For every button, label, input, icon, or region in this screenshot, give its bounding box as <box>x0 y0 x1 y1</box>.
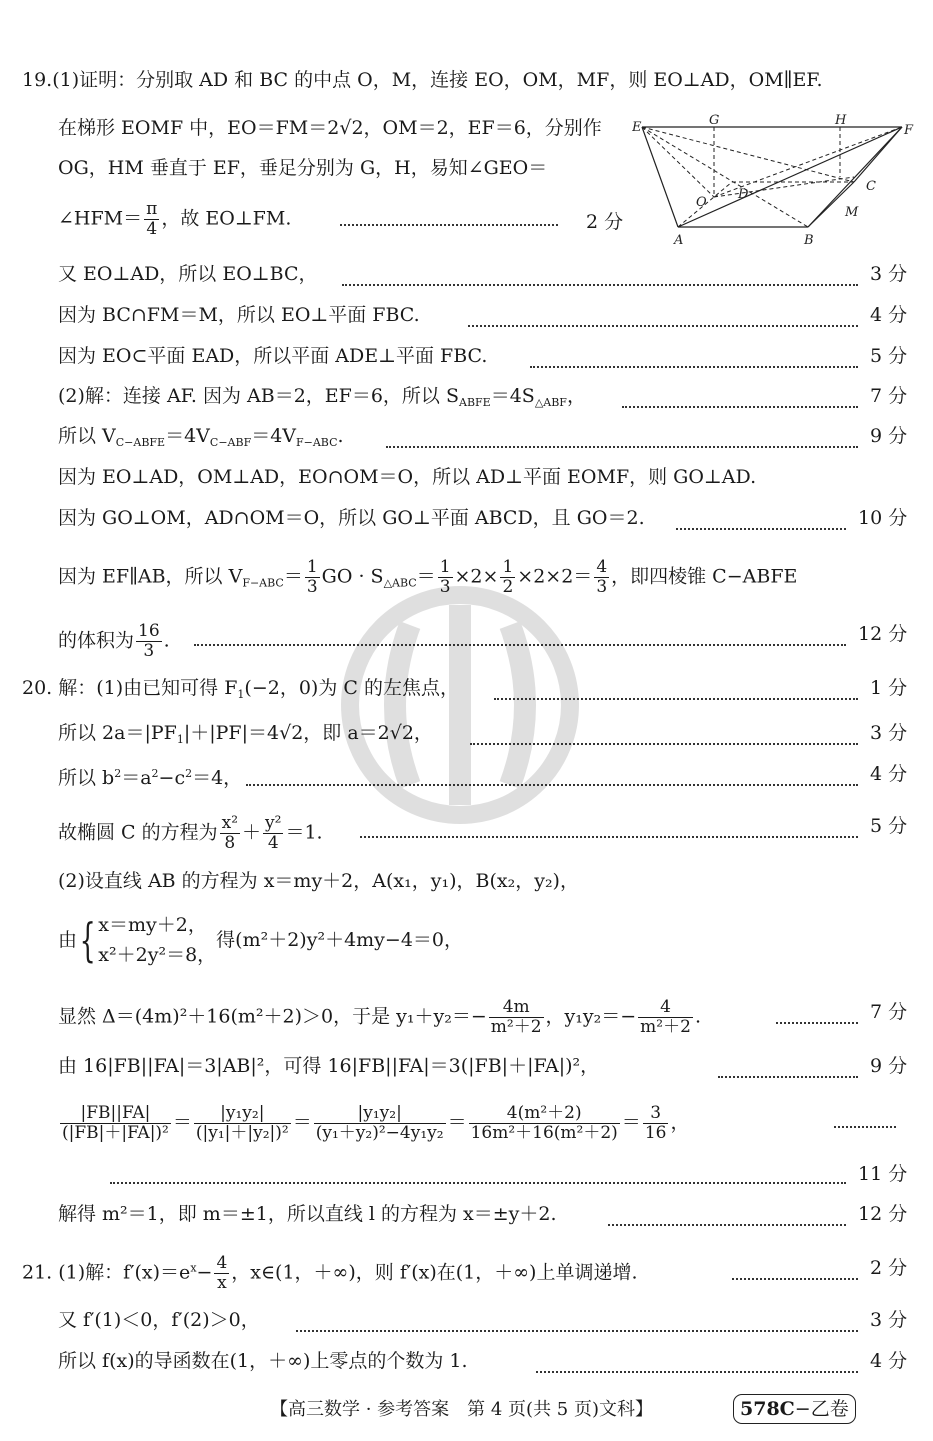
score-label: 2 分 <box>586 211 624 233</box>
p19-line-8: (2)解：连接 AF. 因为 AB＝2，EF＝6，所以 $S_{ABFE}=4S_{\triangle ABF}$， <box>58 385 586 409</box>
score-label: 4 分 <box>870 1350 908 1372</box>
dot-leader <box>470 743 858 745</box>
dot-leader <box>468 325 858 327</box>
dot-leader <box>776 1022 858 1024</box>
label-b: B <box>804 233 814 248</box>
score-label: 9 分 <box>870 1055 908 1077</box>
score-label: 4 分 <box>870 763 908 785</box>
dot-leader <box>718 1076 858 1078</box>
score-label: 3 分 <box>870 1309 908 1331</box>
p19-line-2: 在梯形 EOMF 中，EO＝FM＝2√2，OM＝2，EF＝6，分别作 <box>58 117 602 139</box>
score-label: 5 分 <box>870 345 908 367</box>
label-d: D <box>738 187 749 202</box>
page-footer: 【高三数学 · 参考答案 第 4 页(共 5 页)文科】 <box>270 1399 653 1420</box>
p21-line-2: 又 f′(1)＜0，f′(2)＞0， <box>58 1309 260 1331</box>
dot-leader <box>342 284 858 286</box>
dot-leader <box>110 1182 846 1184</box>
p19-line-3: OG，HM 垂直于 EF，垂足分别为 G，H，易知∠GEO＝ <box>58 157 548 179</box>
score-label: 11 分 <box>858 1163 908 1185</box>
p20-line-7: 显然 Δ＝(4m)²＋16(m²＋2)＞0，于是 y₁＋y₂＝− $\frac{4m}{\text{m²＋2}}$ ，y₁y₂＝− $\frac{4}{\text{m²＋2}}$ . <box>58 997 701 1037</box>
fraction: $\frac{\pi}{4}$ <box>146 199 158 239</box>
label-h: H <box>835 113 847 128</box>
dot-leader <box>676 528 846 530</box>
p19-line-13: 的体积为 $\frac{16}{3}$ . <box>58 621 170 661</box>
trapezoid-pyramid-figure <box>632 112 914 252</box>
score-label: 9 分 <box>870 425 908 447</box>
dot-leader <box>494 698 858 700</box>
dot-leader <box>622 406 858 408</box>
p20-line-1: 20. 解：(1)由已知可得 $F_1(-2$，0)为 C 的左焦点， <box>22 677 459 701</box>
p19-line-9: 所以 $V_{C-ABFE}=4V_{C-ABF}=4V_{F-ABC}$. <box>58 425 344 449</box>
dot-leader <box>296 1330 858 1332</box>
dot-leader <box>530 366 858 368</box>
p20-line-3: 所以 $b^2=a^2-c^2=4$， <box>58 767 243 789</box>
p20-line-2: 所以 $2a=|PF_1|+|PF|=4√2$，即 a＝2√2， <box>58 722 433 746</box>
p20-line-4: 故椭圆 C 的方程为 $\frac{\text{x²}}{8}$ ＋ $\frac{\text{y²}}{4}$ ＝1. <box>58 813 323 853</box>
dot-leader <box>732 1278 858 1280</box>
p19-line-4: ∠HFM＝ $\frac{\pi}{4}$ ，故 EO⊥FM. <box>58 199 292 239</box>
paper-variant: −乙卷 <box>794 1398 849 1420</box>
p20-line-8: 由 16|FB||FA|＝3|AB|²，可得 16|FB||FA|＝3(|FB|＋|FA|)²， <box>58 1055 600 1077</box>
score-label: 5 分 <box>870 815 908 837</box>
score-label: 3 分 <box>870 263 908 285</box>
dot-leader <box>386 446 858 448</box>
score-label: 12 分 <box>858 1203 908 1225</box>
dot-leader <box>340 224 558 226</box>
dot-leader <box>246 784 858 786</box>
p19-line-11: 因为 GO⊥OM，AD∩OM＝O，所以 GO⊥平面 ABCD，且 GO＝2. <box>58 507 645 529</box>
dot-leader <box>194 644 846 646</box>
score-label: 4 分 <box>870 304 908 326</box>
score-label: 3 分 <box>870 722 908 744</box>
label-e: E <box>632 120 642 135</box>
p20-line-10: 解得 m²＝1，即 m＝±1，所以直线 l 的方程为 x＝±y＋2. <box>58 1203 557 1225</box>
score-label: 2 分 <box>870 1257 908 1279</box>
paper-code-badge <box>733 1394 856 1424</box>
score-label: 1 分 <box>870 677 908 699</box>
p20-line-9: $\frac{|FB||FA|}{\text{(|FB|＋|FA|)²}}$ ＝ $\frac{\text{|y₁y₂|}}{\text{(|y₁|＋|y₂|)²}}$ ＝ $\frac{\text{|y₁y₂|}}{\text{(y₁＋y₂)²−4y₁y₂}}$ ＝ $\frac{\text{4(m²＋2)}}{\text{16m²＋16(m²＋2)}}$ ＝ $\frac{3}{16}$ ， <box>62 1103 690 1143</box>
score-label: 7 分 <box>870 385 908 407</box>
label-c: C <box>866 179 876 194</box>
p20-line-6: 由{ x＝my＋2， x²＋2y²＝8， 得(m²＋2)y²＋4my−4＝0， <box>58 913 464 967</box>
label-f: F <box>904 123 914 138</box>
p19-line-1: 19.(1)证明：分别取 AD 和 BC 的中点 O，M，连接 EO，OM，MF，则 EO⊥AD，OM∥EF. <box>22 69 823 91</box>
score-label: 10 分 <box>858 507 908 529</box>
p21-line-3: 所以 f(x)的导函数在(1，＋∞)上零点的个数为 1. <box>58 1350 468 1372</box>
dot-leader <box>834 1126 896 1128</box>
paper-code: 578C <box>740 1398 795 1420</box>
p19-line-12: 因为 EF∥AB，所以 $V_{F-ABC}=$ $\frac{1}{3}$ GO · $S_{\triangle ABC}=$ $\frac{1}{3}$ ×2× $\frac{1}{2}$ ×2×2＝ $\frac{4}{3}$ ，即四棱锥 C−ABFE <box>58 557 798 597</box>
label-g: G <box>709 113 720 128</box>
dot-leader <box>360 836 858 838</box>
score-label: 7 分 <box>870 1001 908 1023</box>
p19-line-6: 因为 BC∩FM＝M，所以 EO⊥平面 FBC. <box>58 304 420 326</box>
p21-line-1: 21. (1)解：$f'(x)=e^x-$ $\frac{4}{x}$ ，x∈(1，＋∞)，则 f′(x)在(1，＋∞)上单调递增. <box>22 1253 638 1293</box>
score-label: 12 分 <box>858 623 908 645</box>
label-m: M <box>845 205 859 220</box>
label-o: O <box>696 195 707 210</box>
p20-line-5: (2)设直线 AB 的方程为 x＝my＋2，A(x₁，y₁)，B(x₂，y₂)， <box>58 870 579 892</box>
dot-leader <box>608 1224 846 1226</box>
label-a: A <box>674 233 684 248</box>
p19-line-10: 因为 EO⊥AD，OM⊥AD，EO∩OM＝O，所以 AD⊥平面 EOMF，则 GO⊥AD. <box>58 466 757 488</box>
p19-line-7: 因为 EO⊂平面 EAD，所以平面 ADE⊥平面 FBC. <box>58 345 488 367</box>
dot-leader <box>536 1371 858 1373</box>
p19-line-5: 又 EO⊥AD，所以 EO⊥BC， <box>58 263 318 285</box>
